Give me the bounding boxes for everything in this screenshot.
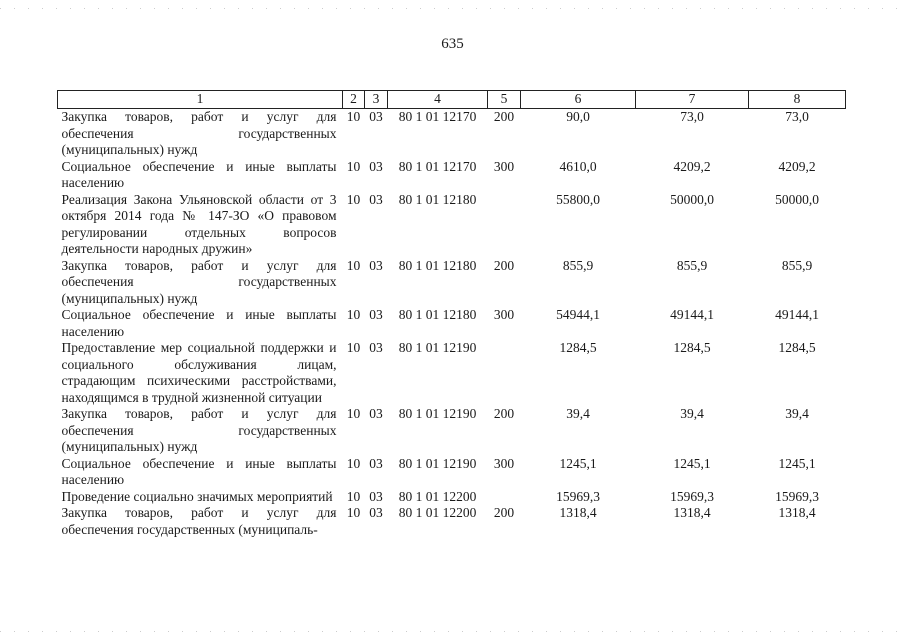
expense-name: Проведение социально значимых мероприятий bbox=[61, 488, 333, 504]
subsection-code: 03 bbox=[369, 488, 383, 504]
section-code: 10 bbox=[346, 307, 361, 322]
amount-col-6: 4610,0 bbox=[559, 158, 597, 174]
column-header: 3 bbox=[365, 91, 388, 109]
scan-edge-bottom bbox=[0, 631, 905, 632]
section-code: 10 bbox=[346, 109, 361, 124]
table-row bbox=[58, 505, 846, 538]
amount-col-6: 39,4 bbox=[566, 406, 590, 421]
target-article-code: 80 1 01 12190 bbox=[398, 406, 477, 421]
subsection-code: 03 bbox=[369, 505, 383, 520]
amount-col-6: 90,0 bbox=[566, 109, 590, 124]
subsection-code: 03 bbox=[369, 307, 383, 322]
expense-name: Социальное обеспечение и иные выплаты населению bbox=[61, 158, 337, 190]
amount-col-8: 1245,1 bbox=[778, 455, 816, 471]
amount-col-7: 49144,1 bbox=[670, 307, 714, 322]
table-row bbox=[58, 340, 846, 406]
target-article-code: 80 1 01 12180 bbox=[398, 307, 477, 322]
expense-name: Закупка товаров, работ и услуг для обеспечения государственных (муниципаль- bbox=[61, 505, 337, 537]
amount-col-7: 1245,1 bbox=[673, 455, 711, 471]
expense-type-code: 300 bbox=[493, 307, 515, 322]
amount-col-8: 1284,5 bbox=[778, 340, 816, 355]
target-article-code: 80 1 01 12200 bbox=[398, 488, 477, 504]
section-code: 10 bbox=[346, 191, 361, 207]
amount-col-7: 4209,2 bbox=[673, 158, 711, 174]
amount-col-8: 1318,4 bbox=[778, 505, 816, 520]
column-header: 7 bbox=[636, 91, 749, 109]
table-row bbox=[58, 456, 846, 489]
page-number: 635 bbox=[441, 36, 464, 52]
column-header: 8 bbox=[749, 91, 846, 109]
amount-col-8: 39,4 bbox=[785, 406, 809, 421]
subsection-code: 03 bbox=[369, 406, 383, 421]
amount-col-8: 15969,3 bbox=[775, 488, 819, 504]
amount-col-6: 855,9 bbox=[562, 257, 594, 273]
amount-col-7: 73,0 bbox=[680, 109, 704, 124]
expense-type-code: 200 bbox=[493, 406, 515, 421]
amount-col-7: 855,9 bbox=[676, 257, 708, 273]
subsection-code: 03 bbox=[369, 158, 383, 174]
amount-col-8: 4209,2 bbox=[778, 158, 816, 174]
section-code: 10 bbox=[346, 257, 361, 273]
expense-name: Реализация Закона Ульяновской области от 3 октября 2014 года № 147-ЗО «О правовом регулировании отдельных вопросов деятельности народных дружин» bbox=[61, 191, 337, 256]
amount-col-8: 855,9 bbox=[781, 257, 813, 273]
amount-col-8: 50000,0 bbox=[775, 191, 819, 207]
section-code: 10 bbox=[346, 488, 361, 504]
expense-type-code bbox=[488, 489, 521, 506]
expense-name: Социальное обеспечение и иные выплаты населению bbox=[61, 455, 337, 487]
amount-col-6: 54944,1 bbox=[556, 307, 600, 322]
amount-col-8: 49144,1 bbox=[775, 307, 819, 322]
section-code: 10 bbox=[346, 158, 361, 174]
expense-type-code bbox=[488, 192, 521, 258]
subsection-code: 03 bbox=[369, 109, 383, 124]
budget-table bbox=[57, 90, 846, 538]
column-header: 6 bbox=[521, 91, 636, 109]
amount-col-7: 1284,5 bbox=[673, 340, 711, 355]
table-row bbox=[58, 406, 846, 456]
subsection-code: 03 bbox=[369, 340, 383, 355]
expense-type-code: 300 bbox=[493, 158, 515, 174]
expense-type-code: 200 bbox=[493, 257, 515, 273]
target-article-code: 80 1 01 12180 bbox=[398, 257, 477, 273]
section-code: 10 bbox=[346, 505, 361, 520]
amount-col-6: 1318,4 bbox=[559, 505, 597, 520]
subsection-code: 03 bbox=[369, 257, 383, 273]
column-header: 5 bbox=[488, 91, 521, 109]
table-row bbox=[58, 307, 846, 340]
subsection-code: 03 bbox=[369, 191, 383, 207]
expense-name: Социальное обеспечение и иные выплаты населению bbox=[61, 307, 337, 339]
table-row bbox=[58, 258, 846, 308]
expense-type-code: 200 bbox=[493, 505, 515, 520]
expense-name: Закупка товаров, работ и услуг для обеспечения государственных (муниципальных) нужд bbox=[61, 257, 337, 306]
expense-type-code bbox=[488, 340, 521, 406]
expense-name: Закупка товаров, работ и услуг для обеспечения государственных (муниципальных) нужд bbox=[61, 406, 337, 454]
subsection-code: 03 bbox=[369, 455, 383, 471]
column-header: 4 bbox=[388, 91, 488, 109]
expense-name: Предоставление мер социальной поддержки и социального обслуживания лицам, страдающим психическими расстройствами, находящимся в трудной жизненной ситуации bbox=[61, 340, 337, 405]
expense-type-code: 300 bbox=[493, 455, 515, 471]
target-article-code: 80 1 01 12180 bbox=[398, 191, 477, 207]
expense-name: Закупка товаров, работ и услуг для обеспечения государственных (муниципальных) нужд bbox=[61, 109, 337, 157]
amount-col-6: 1284,5 bbox=[559, 340, 597, 355]
column-header: 1 bbox=[58, 91, 343, 109]
section-code: 10 bbox=[346, 406, 361, 421]
target-article-code: 80 1 01 12170 bbox=[398, 158, 477, 174]
amount-col-6: 15969,3 bbox=[556, 488, 600, 504]
scan-edge-top bbox=[0, 8, 905, 9]
target-article-code: 80 1 01 12190 bbox=[398, 455, 477, 471]
amount-col-6: 1245,1 bbox=[559, 455, 597, 471]
expense-type-code: 200 bbox=[493, 109, 515, 124]
table-row bbox=[58, 489, 846, 506]
target-article-code: 80 1 01 12170 bbox=[398, 109, 477, 124]
amount-col-7: 15969,3 bbox=[670, 488, 714, 504]
amount-col-7: 1318,4 bbox=[673, 505, 711, 520]
amount-col-7: 39,4 bbox=[680, 406, 704, 421]
table-row bbox=[58, 192, 846, 258]
amount-col-6: 55800,0 bbox=[556, 191, 600, 207]
table-header-row bbox=[58, 91, 846, 109]
amount-col-8: 73,0 bbox=[785, 109, 809, 124]
table-row bbox=[58, 159, 846, 192]
section-code: 10 bbox=[346, 340, 361, 355]
amount-col-7: 50000,0 bbox=[670, 191, 714, 207]
target-article-code: 80 1 01 12190 bbox=[398, 340, 477, 355]
column-header: 2 bbox=[343, 91, 365, 109]
target-article-code: 80 1 01 12200 bbox=[398, 505, 477, 520]
table-row bbox=[58, 109, 846, 159]
section-code: 10 bbox=[346, 455, 361, 471]
